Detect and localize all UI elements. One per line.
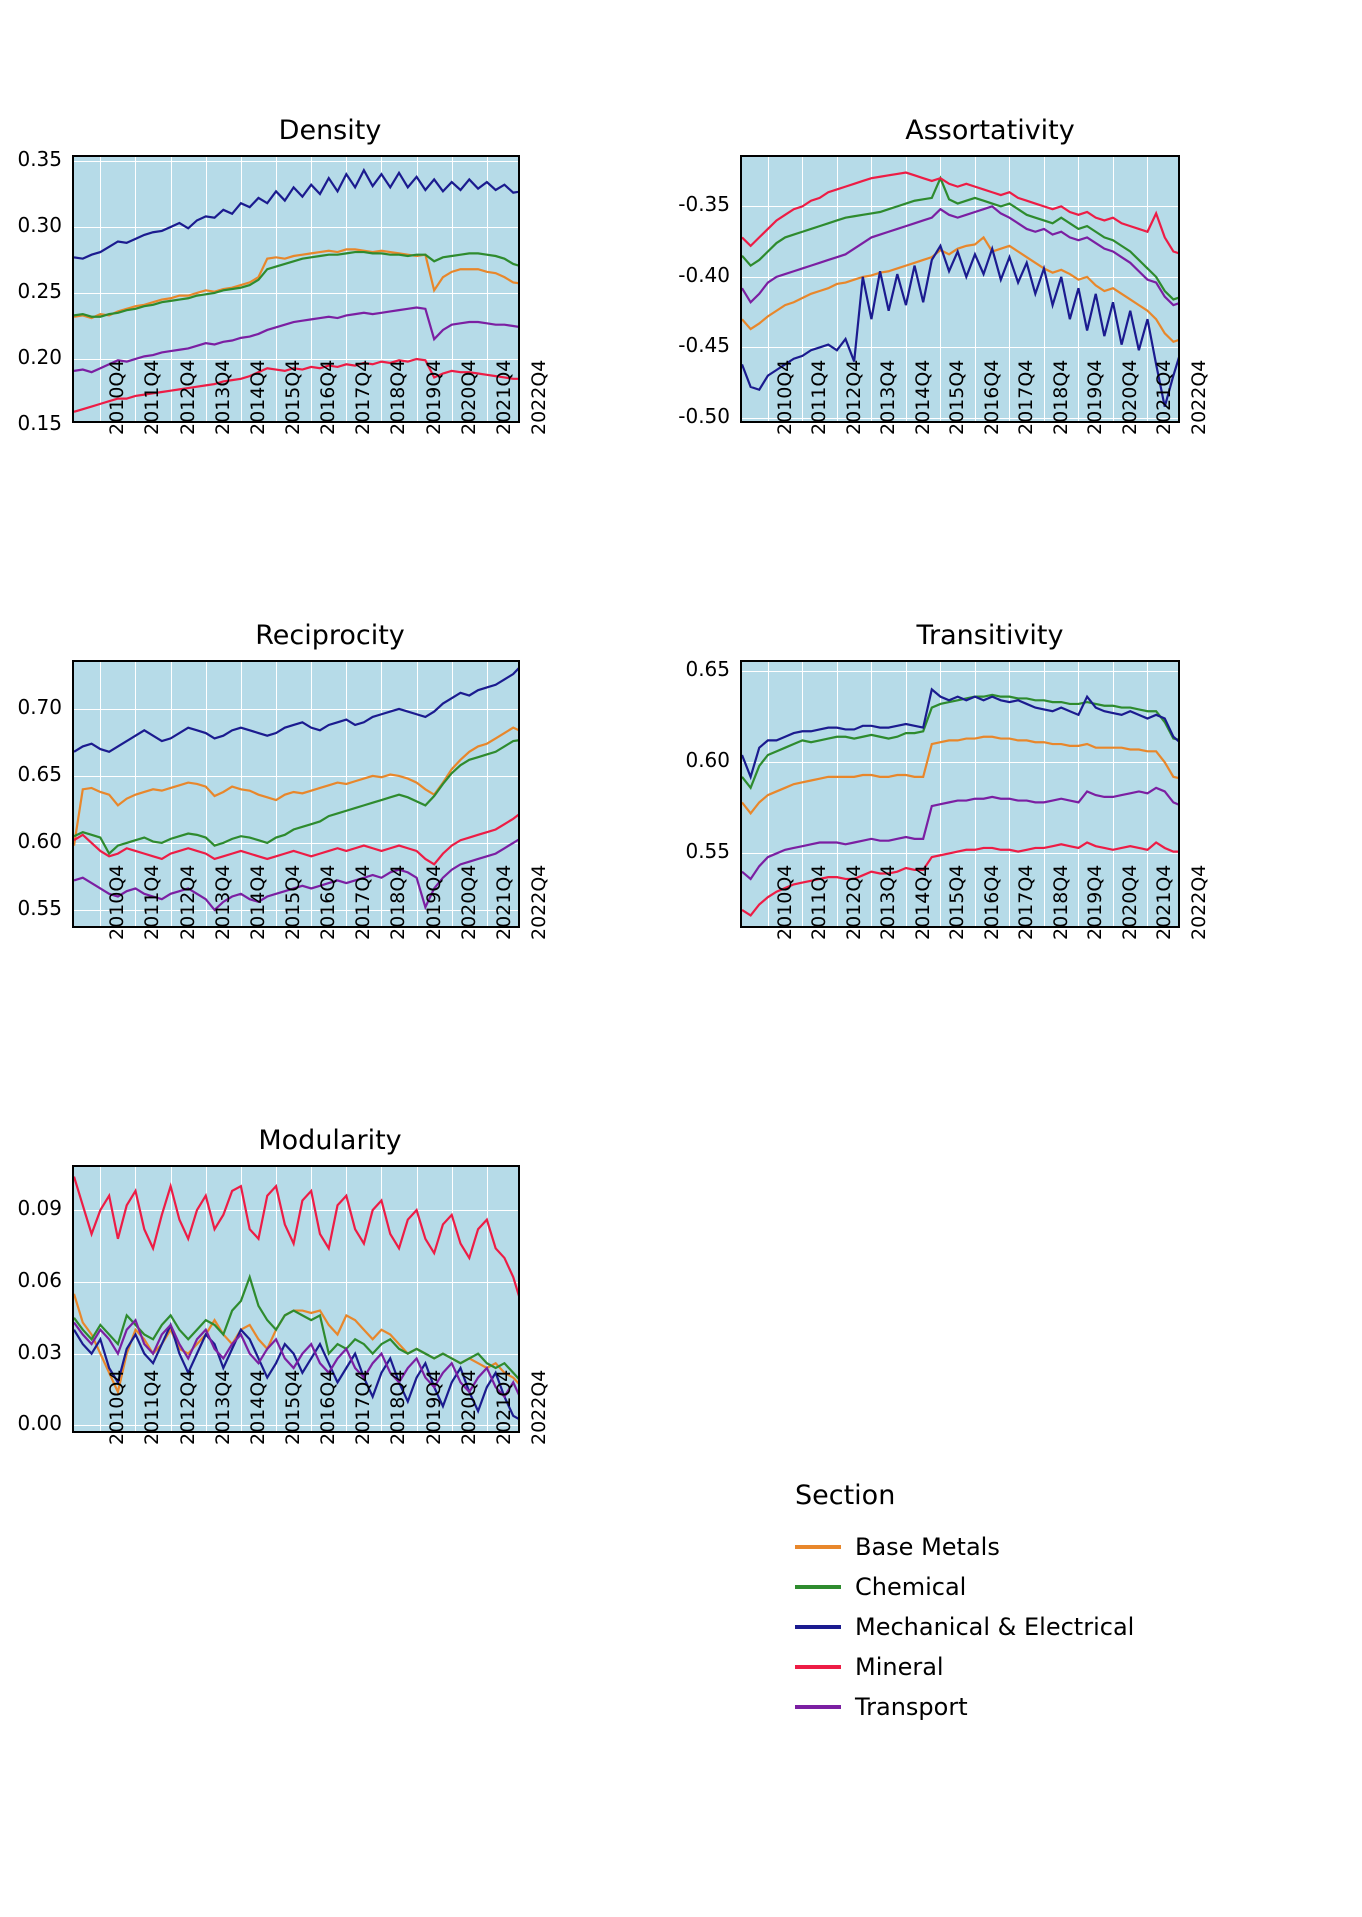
y-axis-tick-label: 0.06 <box>17 1267 62 1292</box>
y-axis-tick-label: 0.15 <box>17 411 62 435</box>
legend-label: Transport <box>855 1693 968 1721</box>
x-axis-tick-label: 2022Q4 <box>528 1369 550 1445</box>
x-axis-tick-label: 2014Q4 <box>246 864 269 940</box>
y-axis-tick-label: 0.00 <box>17 1411 62 1436</box>
x-axis-tick-label: 2013Q4 <box>211 359 234 435</box>
x-axis-tick-label: 2018Q4 <box>387 359 410 435</box>
series-line <box>742 737 1180 814</box>
legend-title: Section <box>795 1480 896 1511</box>
y-axis-tick-label: 0.03 <box>17 1339 62 1364</box>
x-axis-tick-label: 2017Q4 <box>1015 864 1038 940</box>
x-axis-tick-label: 2014Q4 <box>911 359 934 435</box>
chart-panel-reciprocity <box>17 620 640 1040</box>
y-axis-tick-label: 0.35 <box>17 146 62 171</box>
x-axis-tick-label: 2022Q4 <box>528 864 550 940</box>
y-axis-tick-label: 0.25 <box>17 278 62 303</box>
y-axis-tick-label: -0.40 <box>678 262 730 287</box>
x-axis-tick-label: 2015Q4 <box>946 359 969 435</box>
x-axis-tick-label: 2022Q4 <box>528 359 550 435</box>
legend-label: Chemical <box>855 1573 967 1601</box>
panel-title-transitivity: Transitivity <box>916 620 1064 651</box>
x-axis-tick-label: 2016Q4 <box>980 864 1003 940</box>
legend-swatch-0 <box>795 1545 841 1549</box>
x-axis-tick-label: 2018Q4 <box>1049 864 1072 940</box>
y-axis-tick-label: 0.60 <box>685 748 730 773</box>
chart-panel-assortativity <box>680 115 1300 535</box>
y-axis-tick-label: 0.30 <box>17 212 62 237</box>
x-axis-tick-label: 2015Q4 <box>282 1369 305 1445</box>
legend-item <box>795 1647 1134 1687</box>
legend-item <box>795 1527 1134 1567</box>
x-axis-tick-label: 2012Q4 <box>176 1369 199 1445</box>
x-axis-tick-label: 2021Q4 <box>1153 359 1176 435</box>
x-axis-tick-label: 2012Q4 <box>176 864 199 940</box>
x-axis-tick-label: 2016Q4 <box>317 864 340 940</box>
x-axis-tick-label: 2012Q4 <box>842 864 865 940</box>
x-axis-tick-label: 2016Q4 <box>317 1369 340 1445</box>
series-line <box>742 689 1180 777</box>
y-axis-tick-label: 0.20 <box>17 344 62 369</box>
y-axis-tick-label: 0.55 <box>685 839 730 864</box>
x-axis-tick-label: 2013Q4 <box>877 359 900 435</box>
x-axis-tick-label: 2018Q4 <box>387 864 410 940</box>
x-axis-tick-label: 2020Q4 <box>457 359 480 435</box>
x-axis-tick-label: 2021Q4 <box>492 359 515 435</box>
legend-label: Mineral <box>855 1653 944 1681</box>
panel-title-assortativity: Assortativity <box>905 115 1075 146</box>
x-axis-tick-label: 2010Q4 <box>773 864 796 940</box>
series-line <box>74 1177 520 1306</box>
legend-swatch-2 <box>795 1625 841 1629</box>
x-axis-tick-label: 2022Q4 <box>1188 864 1210 940</box>
series-line <box>74 665 520 752</box>
series-line <box>74 170 520 258</box>
x-axis-tick-label: 2013Q4 <box>211 1369 234 1445</box>
series-line <box>74 252 520 317</box>
y-axis-tick-label: -0.50 <box>678 403 730 428</box>
x-axis-tick-label: 2022Q4 <box>1188 359 1210 435</box>
x-axis-tick-label: 2019Q4 <box>422 864 445 940</box>
y-axis-tick-label: 0.65 <box>685 657 730 682</box>
series-line <box>74 740 520 854</box>
x-axis-tick-label: 2017Q4 <box>352 359 375 435</box>
legend-item <box>795 1607 1134 1647</box>
x-axis-tick-label: 2010Q4 <box>106 359 129 435</box>
x-axis-tick-label: 2021Q4 <box>492 864 515 940</box>
x-axis-tick-label: 2010Q4 <box>106 1369 129 1445</box>
x-axis-tick-label: 2017Q4 <box>352 1369 375 1445</box>
x-axis-tick-label: 2019Q4 <box>422 1369 445 1445</box>
panel-title-reciprocity: Reciprocity <box>255 620 405 651</box>
legend-swatch-3 <box>795 1665 841 1669</box>
panel-title-density: Density <box>278 115 382 146</box>
x-axis-tick-label: 2014Q4 <box>911 864 934 940</box>
x-axis-tick-label: 2020Q4 <box>1118 864 1141 940</box>
legend-label: Base Metals <box>855 1533 1000 1561</box>
legend-swatch-1 <box>795 1585 841 1589</box>
chart-panel-density <box>17 115 640 535</box>
x-axis-tick-label: 2010Q4 <box>773 359 796 435</box>
x-axis-tick-label: 2013Q4 <box>877 864 900 940</box>
x-axis-tick-label: 2014Q4 <box>246 1369 269 1445</box>
y-axis-tick-label: 0.70 <box>17 694 62 719</box>
x-axis-tick-label: 2020Q4 <box>457 864 480 940</box>
x-axis-tick-label: 2018Q4 <box>1049 359 1072 435</box>
legend-label: Mechanical & Electrical <box>855 1613 1135 1641</box>
x-axis-tick-label: 2020Q4 <box>1118 359 1141 435</box>
y-axis-tick-label: -0.45 <box>678 333 730 358</box>
x-axis-tick-label: 2011Q4 <box>808 359 831 435</box>
y-axis-tick-label: -0.35 <box>678 192 730 217</box>
x-axis-tick-label: 2015Q4 <box>946 864 969 940</box>
x-axis-tick-label: 2012Q4 <box>176 359 199 435</box>
x-axis-tick-label: 2010Q4 <box>106 864 129 940</box>
y-axis-tick-label: 0.60 <box>17 828 62 853</box>
legend-item <box>795 1687 1134 1727</box>
x-axis-tick-label: 2019Q4 <box>1084 359 1107 435</box>
y-axis-tick-label: 0.55 <box>17 895 62 920</box>
x-axis-tick-label: 2016Q4 <box>317 359 340 435</box>
x-axis-tick-label: 2017Q4 <box>352 864 375 940</box>
chart-panel-modularity <box>17 1125 640 1545</box>
chart-panel-transitivity <box>680 620 1300 1040</box>
x-axis-tick-label: 2013Q4 <box>211 864 234 940</box>
series-line <box>742 695 1180 788</box>
x-axis-tick-label: 2021Q4 <box>492 1369 515 1445</box>
chart-legend <box>795 1480 1134 1727</box>
x-axis-tick-label: 2018Q4 <box>387 1369 410 1445</box>
x-axis-tick-label: 2011Q4 <box>141 359 164 435</box>
x-axis-tick-label: 2017Q4 <box>1015 359 1038 435</box>
x-axis-tick-label: 2012Q4 <box>842 359 865 435</box>
legend-swatch-4 <box>795 1705 841 1709</box>
x-axis-tick-label: 2016Q4 <box>980 359 1003 435</box>
x-axis-tick-label: 2011Q4 <box>141 864 164 940</box>
x-axis-tick-label: 2011Q4 <box>808 864 831 940</box>
x-axis-tick-label: 2015Q4 <box>282 864 305 940</box>
x-axis-tick-label: 2015Q4 <box>282 359 305 435</box>
x-axis-tick-label: 2019Q4 <box>422 359 445 435</box>
x-axis-tick-label: 2019Q4 <box>1084 864 1107 940</box>
y-axis-tick-label: 0.09 <box>17 1196 62 1221</box>
legend-item <box>795 1567 1134 1607</box>
y-axis-tick-label: 0.65 <box>17 761 62 786</box>
series-line <box>742 178 1180 299</box>
x-axis-tick-label: 2014Q4 <box>246 359 269 435</box>
x-axis-tick-label: 2020Q4 <box>457 1369 480 1445</box>
panel-title-modularity: Modularity <box>258 1125 402 1156</box>
x-axis-tick-label: 2011Q4 <box>141 1369 164 1445</box>
x-axis-tick-label: 2021Q4 <box>1153 864 1176 940</box>
